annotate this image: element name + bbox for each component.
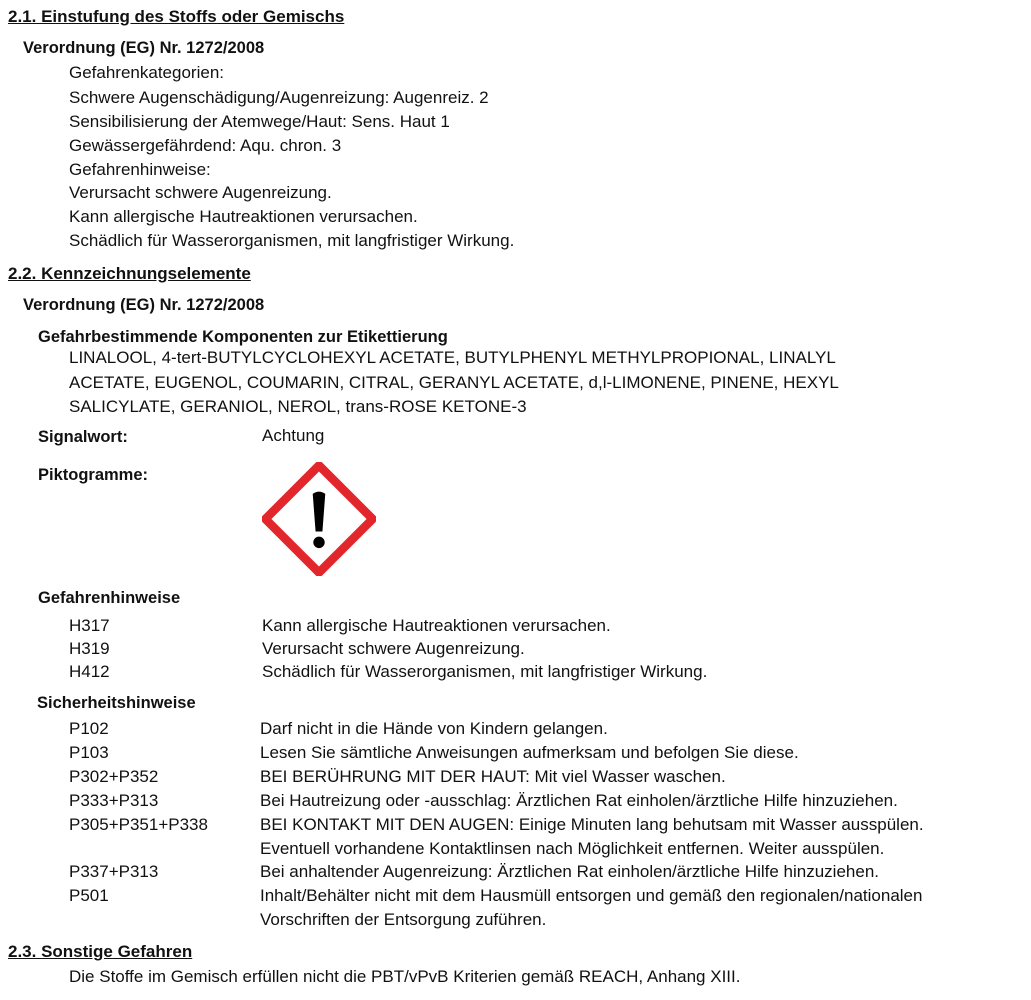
components-label: Gefahrbestimmende Komponenten zur Etikettierung: [38, 328, 448, 346]
precaution-text: BEI BERÜHRUNG MIT DER HAUT: Mit viel Wasser waschen.: [260, 767, 726, 786]
precaution-code: P337+P313: [69, 862, 159, 881]
text-line: Schwere Augenschädigung/Augenreizung: Augenreiz. 2: [69, 88, 489, 107]
hazard-text: Schädlich für Wasserorganismen, mit langfristiger Wirkung.: [262, 662, 708, 681]
hazard-code: H319: [69, 639, 110, 658]
text-line: Kann allergische Hautreaktionen verursachen.: [69, 207, 418, 226]
section-2-1-heading: 2.1. Einstufung des Stoffs oder Gemischs: [8, 7, 345, 26]
exclamation-mark-icon: [262, 462, 376, 576]
precaution-text: Bei Hautreizung oder -ausschlag: Ärztlichen Rat einholen/ärztliche Hilfe hinzuziehen.: [260, 791, 898, 810]
precaution-text: Bei anhaltender Augenreizung: Ärztlichen Rat einholen/ärztliche Hilfe hinzuziehen.: [260, 862, 879, 881]
precaution-text: BEI KONTAKT MIT DEN AUGEN: Einige Minuten lang behutsam mit Wasser ausspülen.: [260, 815, 924, 834]
hazard-code: H317: [69, 616, 110, 635]
regulation-label: Verordnung (EG) Nr. 1272/2008: [23, 296, 265, 314]
text-line: Gefahrenhinweise:: [69, 160, 211, 179]
precaution-code: P305+P351+P338: [69, 815, 208, 834]
regulation-label: Verordnung (EG) Nr. 1272/2008: [23, 39, 265, 57]
signal-word-value: Achtung: [262, 426, 325, 445]
text-line: Schädlich für Wasserorganismen, mit langfristiger Wirkung.: [69, 231, 515, 250]
hazard-text: Verursacht schwere Augenreizung.: [262, 639, 525, 658]
components-line: SALICYLATE, GERANIOL, NEROL, trans-ROSE KETONE-3: [69, 397, 527, 416]
precaution-code: P302+P352: [69, 767, 159, 786]
text-line: Gefahrenkategorien:: [69, 63, 224, 82]
hazard-code: H412: [69, 662, 110, 681]
text-line: Verursacht schwere Augenreizung.: [69, 183, 332, 202]
precaution-code: P102: [69, 719, 109, 738]
precaution-text-continued: Vorschriften der Entsorgung zuführen.: [260, 910, 547, 929]
precaution-text: Darf nicht in die Hände von Kindern gelangen.: [260, 719, 608, 738]
text-line: Gewässergefährdend: Aqu. chron. 3: [69, 136, 342, 155]
precaution-code: P333+P313: [69, 791, 159, 810]
precautionary-statements-label: Sicherheitshinweise: [37, 694, 196, 712]
pictogram-label: Piktogramme:: [38, 466, 149, 484]
hazard-text: Kann allergische Hautreaktionen verursachen.: [262, 616, 611, 635]
precaution-text-continued: Eventuell vorhandene Kontaktlinsen nach Möglichkeit entfernen. Weiter ausspülen.: [260, 839, 885, 858]
components-line: ACETATE, EUGENOL, COUMARIN, CITRAL, GERANYL ACETATE, d,l-LIMONENE, PINENE, HEXYL: [69, 373, 839, 392]
text-line: Sensibilisierung der Atemwege/Haut: Sens. Haut 1: [69, 112, 450, 131]
precaution-code: P103: [69, 743, 109, 762]
section-2-3-heading: 2.3. Sonstige Gefahren: [8, 942, 193, 961]
precaution-code: P501: [69, 886, 109, 905]
signal-word-label: Signalwort:: [38, 428, 128, 446]
precaution-text: Lesen Sie sämtliche Anweisungen aufmerksam und befolgen Sie diese.: [260, 743, 799, 762]
components-line: LINALOOL, 4-tert-BUTYLCYCLOHEXYL ACETATE, BUTYLPHENYL METHYLPROPIONAL, LINALYL: [69, 348, 836, 367]
section-2-2-heading: 2.2. Kennzeichnungselemente: [8, 264, 251, 283]
other-hazards-text: Die Stoffe im Gemisch erfüllen nicht die PBT/vPvB Kriterien gemäß REACH, Anhang XIII.: [69, 967, 741, 986]
precaution-text: Inhalt/Behälter nicht mit dem Hausmüll entsorgen und gemäß den regionalen/nationalen: [260, 886, 923, 905]
hazard-statements-label: Gefahrenhinweise: [38, 589, 181, 607]
